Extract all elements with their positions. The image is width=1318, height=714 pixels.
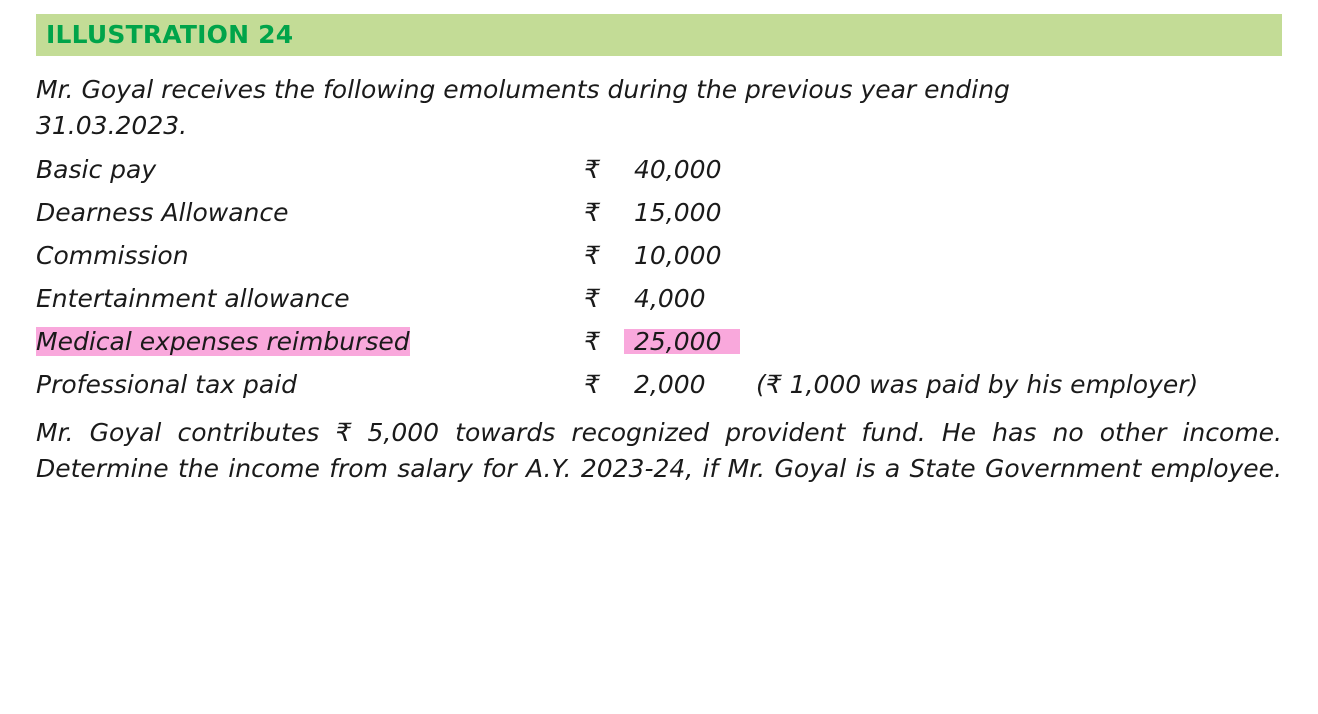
intro-line-2: 31.03.2023. [36, 110, 188, 140]
item-amount: 25,000 [624, 329, 740, 354]
list-item [36, 200, 1282, 225]
item-label: Basic pay [36, 155, 157, 184]
item-amount: 4,000 [634, 284, 706, 313]
item-label: Professional tax paid [36, 370, 298, 399]
intro-line-1-text: Mr. Goyal receives the following emoluments during the previous year ending [36, 75, 1010, 104]
item-amount: 40,000 [634, 155, 722, 184]
item-amount: 10,000 [634, 241, 722, 270]
rupee-icon: ₹ [584, 284, 600, 313]
illustration-title: ILLUSTRATION 24 [46, 20, 294, 49]
item-label: Dearness Allowance [36, 198, 289, 227]
rupee-icon: ₹ [584, 241, 600, 270]
item-label: Commission [36, 241, 189, 270]
list-item [36, 243, 1282, 268]
rupee-icon: ₹ [584, 155, 600, 184]
item-label [36, 329, 584, 354]
item-amount: 2,000 [634, 370, 706, 399]
emoluments-list [36, 157, 1282, 397]
rupee-icon: ₹ [584, 327, 600, 356]
list-item [36, 372, 1282, 397]
illustration-header [36, 14, 1282, 56]
item-label: Entertainment allowance [36, 284, 350, 313]
intro-line-1 [36, 72, 1280, 108]
list-item [36, 286, 1282, 311]
item-amount: 15,000 [634, 198, 722, 227]
item-note: (₹ 1,000 was paid by his employer) [756, 370, 1199, 399]
document-page [0, 14, 1318, 714]
list-item [36, 157, 1282, 182]
closing-text: Mr. Goyal contributes ₹ 5,000 towards recognized provident fund. He has no other income. Determine the income from salary for A.Y. 2023-24, if Mr. Goyal is a State Government employee. [36, 418, 1282, 483]
closing-paragraph [36, 415, 1282, 522]
rupee-icon: ₹ [584, 370, 600, 399]
item-label-highlight: Medical expenses reimbursed [36, 327, 410, 356]
list-item-highlighted [36, 329, 1282, 354]
intro-paragraph [36, 72, 1282, 143]
rupee-icon: ₹ [584, 198, 600, 227]
